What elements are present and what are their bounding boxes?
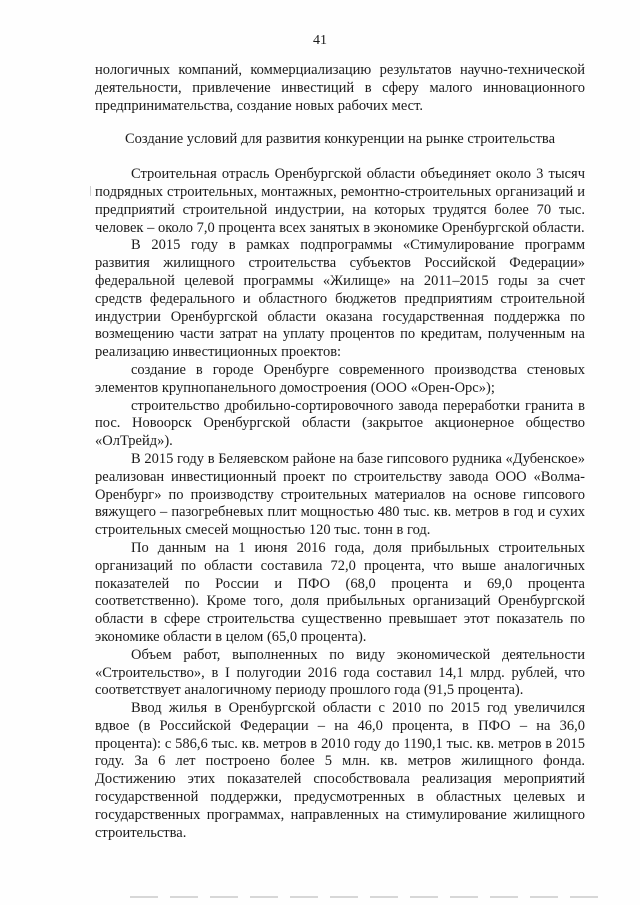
paragraph-housing-commissioning: Ввод жилья в Оренбургской области с 2010 по 2015 год увеличился вдвое (в Российской Федерации – на 46,0 процента, в ПФО – на 36,0 процента): с 586,6 тыс. кв. метров в 2010 году до 1190,1 тыс. кв. метров в 2015 году. За 6 лет построено более 5 млн. кв. метров жилищного фонда. Достижению этих показателей способствовала реализация мероприятий государственной поддержки, предусмотренных в областных целевых и государственных программах, направленных на стимулирование жилищного строительства. <box>95 700 585 841</box>
page-number: 41 <box>313 33 327 48</box>
paragraph-industry-overview: Строительная отрасль Оренбургской области объединяет около 3 тысяч подрядных строительных, монтажных, ремонтно-строительных организаций и предприятий строительной индустрии, на которых трудятся более 70 тыс. человек – около 7,0 процента всех занятых в экономике Оренбургской области. <box>95 166 585 236</box>
paragraph-volma-plant: В 2015 году в Беляевском районе на базе гипсового рудника «Дубенское» реализован инвестиционный проект по строительству завода ООО «Волма-Оренбург» по производству строительных материалов на основе гипсового вяжущего – пазогребневых плит мощностью 480 тыс. кв. метров в год и сухих строительных смесей мощностью 120 тыс. тонн в год. <box>95 450 585 539</box>
paragraph-state-support: В 2015 году в рамках подпрограммы «Стимулирование программ развития жилищного строительства субъектов Российской Федерации» федеральной целевой программы «Жилище» на 2011–2015 годы за счет средств федерального и областного бюджетов предприятиям строительной индустрии Оренбургской области оказана государственная поддержка по возмещению части затрат на уплату процентов по кредитам, полученным на реализацию инвестиционных проектов: <box>95 237 585 361</box>
scan-artifact <box>90 186 91 196</box>
list-item-oltreid: строительство дробильно-сортировочного завода переработки гранита в пос. Новоорск Оренбургской области (закрытое акционерное общество «ОлТрейд»). <box>95 397 585 450</box>
paragraph-continuation: нологичных компаний, коммерциализацию результатов научно-технической деятельности, привлечение инвестиций в сферу малого инновационного предпринимательства, создание новых рабочих мест. <box>95 62 585 114</box>
list-item-oren-ors: создание в городе Оренбурге современного производства стеновых элементов крупнопанельного домостроения (ООО «Орен-Орс»); <box>95 361 585 396</box>
scan-bottom-edge <box>130 896 600 898</box>
section-heading: Создание условий для развития конкуренции на рынке строительства <box>124 131 556 148</box>
paragraph-work-volume: Объем работ, выполненных по виду экономической деятельности «Строительство», в I полугодии 2016 года составил 14,1 млрд. рублей, что соответствует аналогичному периоду прошлого года (91,5 процента). <box>95 646 585 699</box>
paragraph-profitable-share: По данным на 1 июня 2016 года, доля прибыльных строительных организаций по области составила 72,0 процента, что выше аналогичных показателей по России и ПФО (68,0 процента и 69,0 процента соответственно). Кроме того, доля прибыльных организаций Оренбургской области в сфере строительства существенно превышает этот показатель по экономике области в целом (65,0 процента). <box>95 539 585 645</box>
document-body <box>95 62 585 842</box>
